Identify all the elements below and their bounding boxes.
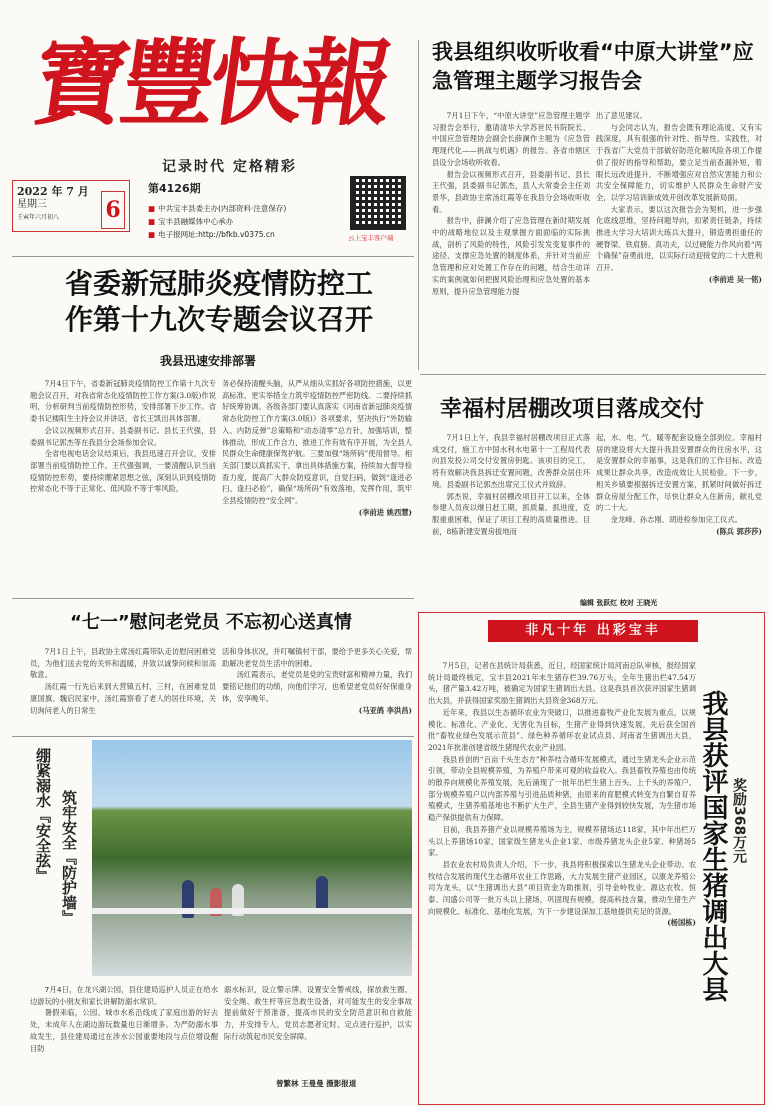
subheadline-pig: 奖励368万元 (731, 778, 747, 864)
housing-col-2: 起，水、电、气、暖等配套设施全部到位。幸福村居的建设将大大提升我县安置群众的住房水平，这是安置群众的幸福事，这是我们的工作目标。改造成果让群众共享，改造成效让人民检验。下一步，相关乡镇要根据拆迁安置方案，抓紧时间做好拆迁群众房屋分配工作，尽快让群众入住新房，献礼党的二十大。 金龙峰、孙志刚、胡进检参加完工仪式。 (陈兵 郭莎莎) (596, 433, 762, 536)
qr-code-icon[interactable] (350, 176, 406, 230)
covid-col-2: 务必保持清醒头脑，从严从细从实抓好各项防控措施，以更高标准、更实举措全力筑牢疫情防控严密防线。二要持续抓好统筹协调。各级各部门要认真落实《河南省新冠肺炎疫情常态化防控工作方案(3.0版)》各项要求，坚决执行“外防输入、内防反弹”总策略和“动态清零”总方针，加强培训，整体推动，形成工作合力，推进工作有效有序开展，为全县人民群众生命健康保驾护航。三要加强“场所码”使用督导。相关部门要以真抓实干，拿出具体措施方案，持续加大督导检查力度，提高广大群众防疫意识，自觉扫码，做到“逢进必扫、逢扫必验”，确保“场所码”有效落地，发挥作用，筑牢全县疫情防控“安全网”。 (李前进 姚西慧) (222, 379, 412, 517)
publisher-line[interactable]: ■ 电子报网址:http://bfkb.v0375.cn (148, 228, 286, 241)
publisher-info (148, 202, 286, 241)
veterans-col-2: 活和身体状况，并叮嘱镇村干部，要给予更多关心关爱，帮助解决老党员生活中的困难。 汤红霞表示，老党员是党的宝贵财富和精神力量，我们要铭记他们的功绩，向他们学习，也希望老党员好好保重身体，安享晚年。 (马亚鸽 李洪昌) (222, 647, 412, 715)
publisher-line: ■ 中共宝丰县委主办(内部资料·注意保存) (148, 202, 286, 215)
pig-article-body: 7月5日，记者在县统计局获悉，近日，经国家统计局河南总队审核，报经国家统计局最终核定，宝丰县2021年末生猪存栏39.76万头，全年生猪出栏47.54万头，猪产量3.42万吨，被确定为国家生猪调出大县。这是我县首次获评国家生猪调出大县，并获得国家奖励生猪调出大县资金368万元。 近年来，我县以生态循环农业为突破口，以推进畜牧产业化发展为重点，以规模化、标准化、产业化、无害化为目标，生猪产业得到快速发展，先后获全国首批“畜牧业绿色发展示范县”、绿色种养循环农业试点县、河南省生猪调出大县，2021年批准创建省级生猪现代农业产业园。 我县首创的“百亩千头生态方”种养结合循环发展模式，通过生猪龙头企业示范引领，带动全县规模养殖，为养殖户带来可观的收益收入。我县畜牧养殖也由传统的散养向规模化养殖发展，先后涌现了一批年出栏生猪上百头、上千头的养殖户。部分规模养殖户以内部养殖与引进品质种猪，由原来的育肥模式转变为自繁自育养殖模式，生猪养殖基地也不断扩大生产，全县生猪产业得到较快发展，为生猪市场稳产保供提供有力保障。 目前，我县养猪产业以规模养殖场为主，规模养猪场达118家，其中年出栏万头以上养猪场10家，国家级生猪龙头企业1家、市级养猪龙头企业5家、种猪场5家。 县农业农村局负责人介绍，下一步，我县将积极探索以生猪龙头企业带动、农牧结合发展的现代生态循环农业工作思路，大力发展生猪产业园区，以康龙养殖公司为龙头，以“生猪调出大县”项目资金为助推剂，引导金岭牧业、源达农牧、恒泰、闰盛公司等一批万头以上猪场，巩固现有规模，提高科技含量，推动生猪生产向规模化、标准化、基地化发展，为下一步建设深加工基地提供充足的货源。 (杨国栋) (428, 661, 696, 928)
byline: (李前进 吴一铭) (708, 274, 762, 284)
lecture-col-2: 出了意见建议。 与会同志认为，报告会既有理论高度，又有实践深度，具有很强的针对性、指导性、实践性，对于我省广大党员干部做好防范化解风险各项工作提供了很好的指导和帮助，要立足当前查漏补短，着眼长远改进提升，不断增强应对自然灾害能力和公共安全保障能力，切实维护人民群众生命财产安全，以学习培训新成效开创改革发展新局面。 大家表示，要以这次报告会为契机，进一步强化底线思维，坚持问题导向，扣紧责任链条，持续推进大学习大培训大练兵大提升，锻造勇担重任的硬脊梁、铁肩膀、真功夫，以过硬能力作风向着“两个确保”奋勇前进，以实际行动迎接党的二十大胜利召开。 (李前进 吴一铭) (596, 111, 762, 284)
byline: (李前进 姚西慧) (358, 507, 412, 517)
headline-lecture: 我县组织收听收看“中原大讲堂”应急管理主题学习报告会 (432, 40, 754, 93)
publisher-line: ■ 宝丰县融媒体中心承办 (148, 215, 286, 228)
photo-vertical-title-2: 筑牢安全『防护墙』 (60, 790, 78, 925)
date-day: 6 (101, 191, 125, 229)
byline: (陈兵 郭莎莎) (716, 526, 762, 536)
subheadline-covid: 我县迅速安排部署 (160, 354, 257, 368)
issue-number: 第4126期 (148, 182, 201, 195)
byline: (马亚鸽 李洪昌) (358, 705, 412, 715)
veterans-col-1: 7月1日上午，县政协主席汤红霞带队走访慰问困难党员，为他们送去党的关怀和温暖，并致以诚挚问候和崇高敬意。 汤红霞一行先后来到大营镇五村、三村，在困难党员康国旗、魏启民家中，汤红霞察看了老人的居住环境，关切询问老人的日常生 (30, 647, 216, 715)
qr-caption: 云上宝丰客户端 (348, 234, 394, 242)
news-photo (92, 740, 412, 976)
masthead-logo: 寶豐快報 (26, 29, 394, 139)
headline-housing: 幸福村居棚改项目落成交付 (440, 397, 705, 422)
photo-credit: 曾繁林 王曼曼 摄影报道 (276, 1079, 357, 1088)
date-weekday: 星期三 (17, 199, 47, 210)
byline: (杨国栋) (667, 918, 696, 928)
special-column-banner: 非凡十年 出彩宝丰 (488, 620, 698, 642)
headline-pig: 我县获评国家生猪调出大县 (698, 690, 728, 1002)
masthead-slogan: 记录时代 定格精彩 (162, 159, 297, 175)
photo-caption-col-2: 溺水标识，设立警示牌、设置安全警戒线，探放救生圈、安全绳、救生杆等应急救生设备，对可能发生的安全事故提前做好干预准备，提高市民的安全防范意识和自救能力，并安排专人，党员志愿者定时、定点进行巡护，以实际行动筑起市民安全屏障。 (224, 985, 412, 1041)
lecture-col-1: 7月1日下午，“中原大讲堂”应急管理主题学习报告会举行，邀请清华大学苏世民书院院长、中国应急管理协会副会长薛澜作主题为《应急管理现代化——挑战与机遇》的报告。各省市辖区县设分会场收听收看。 报告会以视频形式召开，县委副书记、县长王代强，县委副书记郭杰，县人大常委会主任刘景华，县政协主席汤红霞等在我县分会场收听收看。 报告中，薛澜介绍了应急管理在新时期发展中的战略地位以及主观掌握方面面临的实际挑战，剖析了风险的特性，风险引发发变复事件的途径、支撑应急处置的制度体系，并针对当前应急管理和应对处置工作存在的问题，结合生动详实的案例就如何把握风险治理和应急处置的基本原则，提升应急管理能力提 (432, 111, 590, 296)
headline-veterans: “七一”慰问老党员 不忘初心送真情 (70, 612, 352, 633)
photo-caption-col-1: 7月4日，在龙兴湖公园，县住建局巡护人员正在给水边游玩的小朋友和家长讲解防溺水常识。 暑假来临，公园、城市水系沿线成了家庭出游的好去处，未成年人在湖边游玩数量也日渐增多。为严防溺水事故发生，县住建局通过在涉水公园重要地段与点位增设醒目防 (30, 985, 218, 1053)
covid-col-1: 7月4日下午，省委新冠肺炎疫情防控工作第十九次专题会议召开，对我省常态化疫情防控工作方案(3.0版)作说明，分析研判当前疫情防控形势，安排部署下步工作。省委书记楼阳生主持会议并讲话，省长王凯出具体部署。 会议以视频形式召开。县委副书记、县长王代强，县委副书记郭杰等在我县分会场参加会议。 全省电视电话会议结束后，我县迅速召开会议，安排部署当前疫情防控工作。王代强强调，一要清醒认识当前疫情防控形势，要持续绷紧思想之弦，深刻认识到疫情防控常态化不等于正常化、低风险不等于零风险， (30, 379, 216, 494)
date-year-month: 2022 年 7 月 (17, 185, 89, 198)
housing-col-1: 7月1日上午，我县幸福村居棚改项目正式落成交付，施工方中国水利水电第十一工程局代表向县发投公司交付安置房钥匙。该项目的完工，将有效解决我县拆迁安置问题，改善群众居住环境。县委副书记郭杰出席完工仪式并致辞。 郭杰说，幸福村居棚改项目开工以来，全体参建人员夜以继日赶工期，抓质量、抓进度，克服重重困难，保证了项目工程的高质量推进。目前，8栋新建安置房拔地而 (432, 433, 590, 536)
editor-credit: 编辑 张跃红 校对 王晓光 (580, 599, 658, 607)
date-box (12, 180, 130, 232)
date-lunar: 壬寅年六月初八 (17, 214, 60, 221)
headline-covid: 省委新冠肺炎疫情防控工 作第十九次专题会议召开 (64, 267, 373, 336)
photo-vertical-title-1: 绷紧溺水『安全弦』 (34, 748, 52, 883)
